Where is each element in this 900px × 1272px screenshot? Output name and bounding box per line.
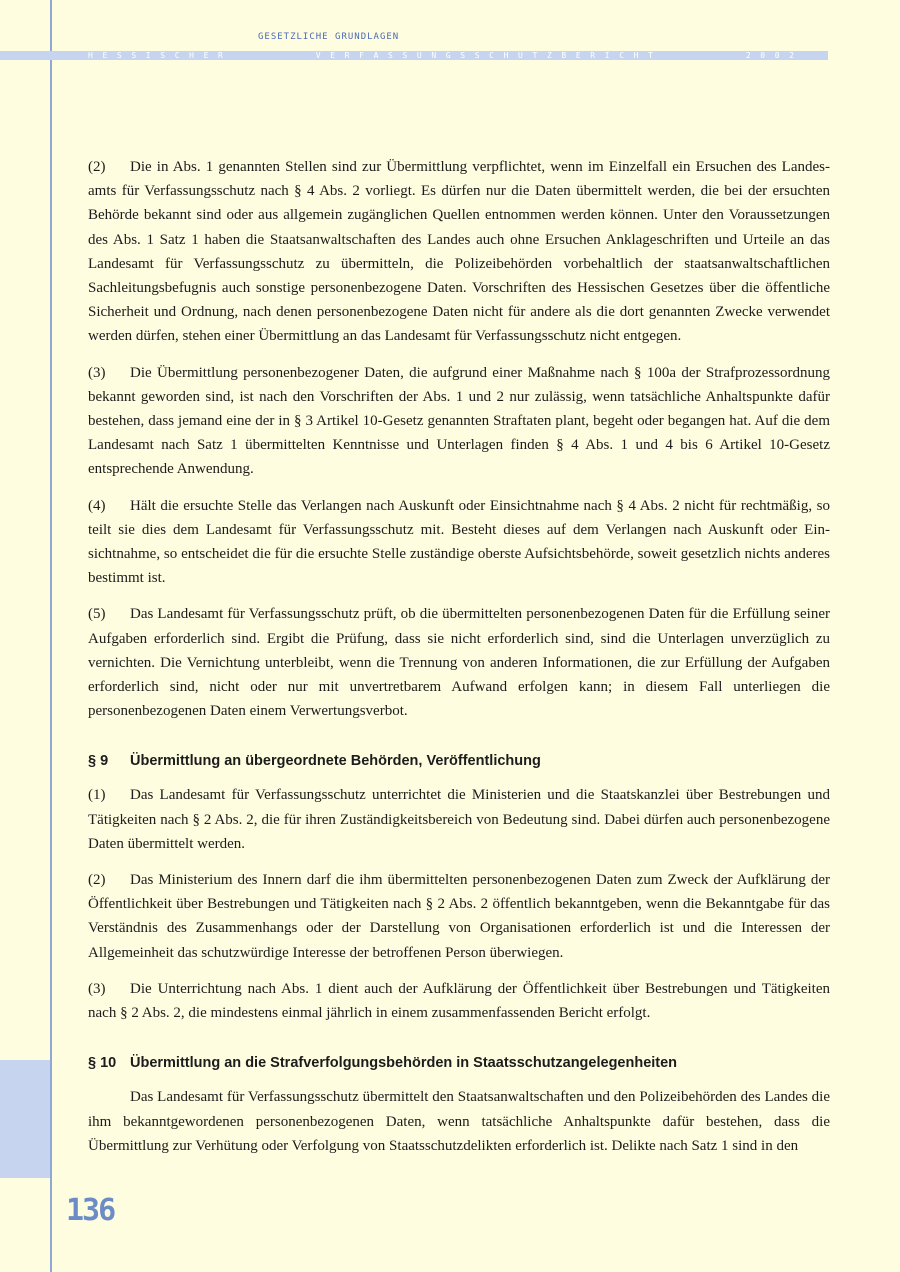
section-heading (88, 1051, 830, 1075)
paragraph (88, 494, 830, 591)
paragraph-number: (4) (88, 497, 106, 514)
paragraph-text: Das Landesamt für Verfassungsschutz übermittelt den Staatsanwaltschaften und den Polizeibehörden des Landes die ihm bekanntgewordenen personenbezogenen Daten, wenn tatsächliche Anhaltspunkte dafür bestehen, dass die Übermittlung zur Verhütung oder Verfolgung von Staatsschutzdelikten erforderlich ist. Delikte nach Satz 1 sind in den (88, 1089, 830, 1154)
paragraph-text: Das Ministerium des Innern darf die ihm übermittelten personenbezogenen Daten zum Zweck der Aufklärung der Öffentlichkeit über Bestrebungen und Tätigkeiten nach § 2 Abs. 2 öffentlich bekanntgeben, wenn die Bekanntgabe für das Verständnis des Zusammenhangs oder der Darstellung von Organisationen erforderlich ist und die Interessen der Allgemeinheit das schutzwürdige Interesse der betroffenen Person überwiegen. (88, 872, 830, 961)
section-title: Übermittlung an die Strafverfolgungsbehörden in Staatsschutzangelegenheiten (130, 1055, 678, 1072)
paragraph-number: (2) (88, 872, 106, 889)
paragraph-text: Das Landesamt für Verfassungsschutz prüft, ob die übermittelten personenbezogenen Daten für die Erfüllung seiner Aufgaben erforderlich sind. Ergibt die Prüfung, dass sie nicht erforderlich sind, sind die Unterlagen unverzüglich zu vernichten. Die Vernichtung unterbleibt, wenn die Trennung von anderen Informationen, die zur Erfüllung der Aufgaben erforderlich sind, nicht oder nur mit unvertretbarem Aufwand erfolgen kann; in diesem Fall unterliegen die personenbezogenen Daten einem Verwertungsverbot. (88, 606, 830, 720)
page-body (88, 155, 830, 1170)
paragraph (88, 977, 830, 1025)
section-number: § 9 (88, 753, 109, 770)
side-tab-block (0, 1060, 50, 1178)
paragraph-text: Die in Abs. 1 genannten Stellen sind zur Übermittlung verpflichtet, wenn im Einzelfall ein Ersuchen des Landesamts für Verfassungsschutz nach § 4 Abs. 2 vorliegt. Es dürfen nur die Daten übermittelt werden, die bei der ersuchten Behörde bekannt sind oder aus allgemein zugänglichen Quellen entnommen werden können. Unter den Voraussetzungen des Abs. 1 Satz 1 haben die Staatsanwaltschaften des Landes auch ohne Ersuchen Anklageschriften und Urteile an das Landesamt für Verfassungsschutz zu übermitteln, die Polizeibehörden vorbehaltlich der staatsanwaltschaftlichen Sachleitungsbefugnis auch sonstige personenbezogene Daten. Vorschriften des Hessischen Gesetzes über die öffentliche Sicherheit und Ordnung, nach denen personenbezogene Daten nicht für andere als die dort genannten Zwecke verwendet werden dürfen, stehen einer Übermittlung an das Landesamt für Verfassungsschutz nicht entgegen. (88, 159, 830, 345)
paragraph-text: Die Unterrichtung nach Abs. 1 dient auch der Aufklärung der Öffentlichkeit über Bestrebungen und Tätigkeiten nach § 2 Abs. 2, die mindestens einmal jährlich in einem zusammenfassenden Bericht erfolgt. (88, 980, 830, 1022)
paragraph-text: Die Übermittlung personenbezogener Daten, die aufgrund einer Maßnahme nach § 100a der Strafprozessordnung bekannt geworden sind, ist nach den Vorschriften der Abs. 1 und 2 nur zulässig, wenn tatsächliche Anhaltspunkte dafür bestehen, dass jemand eine der in § 3 Artikel 10-Gesetz genannten Straftaten plant, begeht oder begangen hat. Auf die dem Landesamt nach Satz 1 übermittelten Kenntnisse und Unterlagen finden § 4 Abs. 1 und 4 bis 6 Artikel 10-Gesetz entsprechende Anwendung. (88, 364, 830, 478)
paragraph-text: Hält die ersuchte Stelle das Verlangen nach Auskunft oder Einsichtnahme nach § 4 Abs. 2 nicht für rechtmäßig, so teilt sie dies dem Landesamt für Verfassungsschutz mit. Besteht dieses auf dem Verlangen nach Auskunft oder Einsichtnahme, so entscheidet die für die ersuchte Stelle zuständige oberste Aufsichtsbehörde, soweit gesetzlich nichts anderes bestimmt ist. (88, 497, 830, 587)
publication-word: V E R F A S S U N G S S C H U T Z B E R I C H T (315, 51, 653, 60)
paragraph (88, 361, 830, 482)
paragraph-number: (1) (88, 787, 106, 804)
paragraph (88, 155, 830, 349)
paragraph (88, 1085, 830, 1158)
publication-word: 2 0 0 2 (745, 51, 794, 60)
publication-word: H E S S I S C H E R (88, 51, 223, 60)
paragraph-number: (2) (88, 159, 106, 175)
paragraph-number: (3) (88, 980, 106, 997)
paragraph-text: Das Landesamt für Verfassungsschutz unterrichtet die Ministerien und die Staatskanzlei über Bestrebungen und Tätigkeiten nach § 2 Abs. 2, die für ihren Zuständigkeitsbereich von Bedeutung sind. Dabei dürfen auch personenbezogene Daten übermittelt werden. (88, 787, 830, 852)
section-heading (88, 749, 830, 773)
section-title: Übermittlung an übergeordnete Behörden, Veröffentlichung (130, 753, 541, 770)
paragraph (88, 783, 830, 856)
paragraph-number: (3) (88, 364, 106, 381)
running-head-section: GESETZLICHE GRUNDLAGEN (258, 32, 400, 42)
paragraph (88, 602, 830, 723)
section-number: § 10 (88, 1055, 117, 1072)
paragraph-number: (5) (88, 606, 106, 623)
paragraph (88, 868, 830, 965)
margin-rule (50, 0, 52, 1272)
running-head-publication (88, 51, 794, 60)
page-number: 136 (66, 1193, 115, 1228)
